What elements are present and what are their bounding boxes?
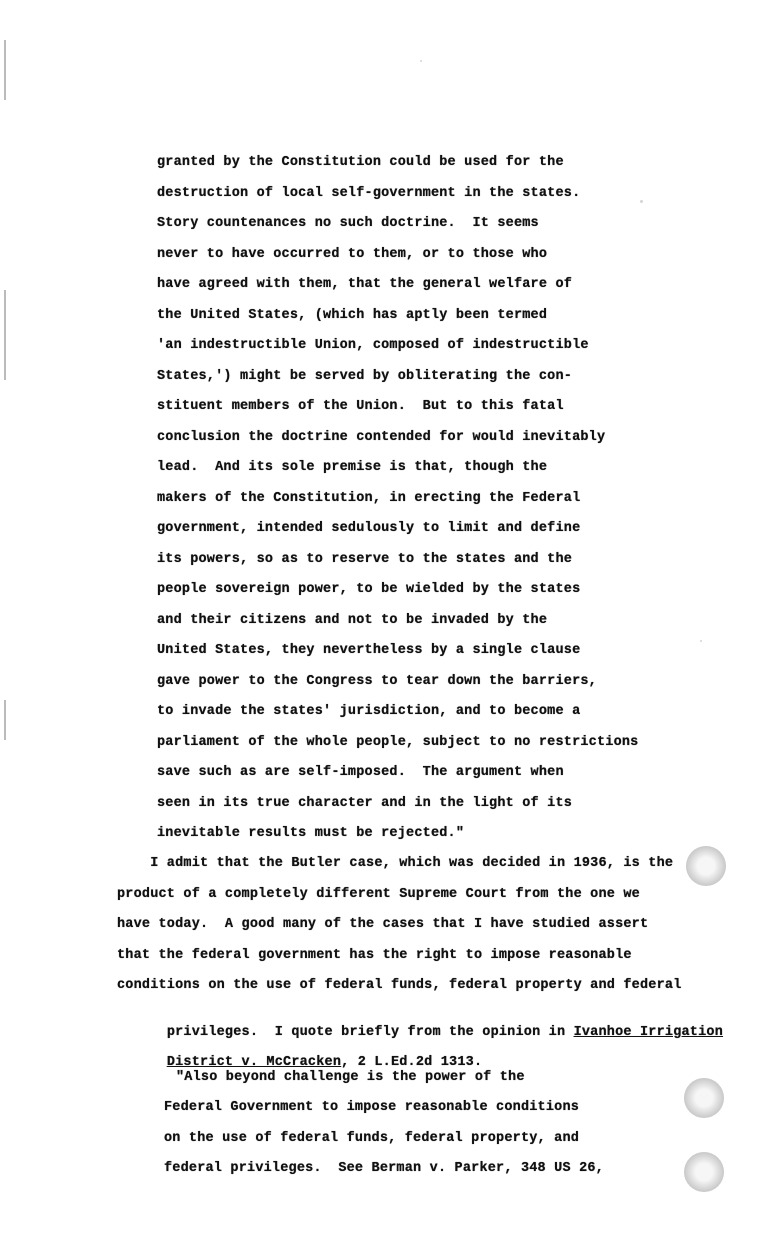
scan-speck (420, 60, 422, 62)
text-line: granted by the Constitution could be used for the (157, 155, 564, 170)
text-line: I admit that the Butler case, which was decided in 1936, is the (117, 856, 674, 871)
text-line: have today. A good many of the cases that I have studied assert (117, 917, 649, 932)
text-line: save such as are self-imposed. The argument when (157, 765, 564, 780)
text-line: to invade the states' jurisdiction, and to become a (157, 704, 581, 719)
text-line: parliament of the whole people, subject to no restrictions (157, 735, 639, 750)
text-line: stituent members of the Union. But to this fatal (157, 399, 564, 414)
text-line: product of a completely different Supreme Court from the one we (117, 887, 640, 902)
text-line: federal privileges. See Berman v. Parker, 348 US 26, (164, 1161, 604, 1176)
binding-edge-mark (4, 40, 6, 100)
punch-hole (684, 1152, 724, 1192)
scan-speck (640, 200, 643, 203)
text-line: its powers, so as to reserve to the states and the (157, 552, 573, 567)
text-line: Federal Government to impose reasonable conditions (164, 1100, 580, 1115)
text-line: gave power to the Congress to tear down the barriers, (157, 674, 597, 689)
text-line: that the federal government has the right to impose reasonable (117, 948, 632, 963)
text-line: destruction of local self-government in the states. (157, 186, 581, 201)
text-line: United States, they nevertheless by a single clause (157, 643, 581, 658)
text-line: people sovereign power, to be wielded by the states (157, 582, 581, 597)
text-line: inevitable results must be rejected." (157, 826, 465, 841)
text-line: government, intended sedulously to limit and define (157, 521, 581, 536)
text-line: the United States, (which has aptly been termed (157, 308, 548, 323)
text-line: conclusion the doctrine contended for would inevitably (157, 430, 606, 445)
text-line: lead. And its sole premise is that, though the (157, 460, 548, 475)
text-line: makers of the Constitution, in erecting the Federal (157, 491, 581, 506)
text-line: 'an indestructible Union, composed of indestructible (157, 338, 589, 353)
binding-edge-mark (4, 290, 6, 380)
punch-hole (686, 846, 726, 886)
punch-hole (684, 1078, 724, 1118)
citation: , 2 L.Ed.2d 1313. (341, 1055, 483, 1070)
text-line: seen in its true character and in the light of its (157, 796, 573, 811)
text-segment: privileges. I quote briefly from the opinion in (166, 1025, 574, 1040)
text-line: never to have occurred to them, or to those who (157, 247, 548, 262)
case-name: Ivanhoe Irrigation (573, 1025, 724, 1040)
text-line: conditions on the use of federal funds, federal property and federal (117, 978, 682, 993)
text-line: "Also beyond challenge is the power of the (176, 1070, 525, 1085)
text-line: have agreed with them, that the general welfare of (157, 277, 573, 292)
text-line: and their citizens and not to be invaded by the (157, 613, 548, 628)
binding-edge-mark (4, 700, 6, 740)
text-line: States,') might be served by obliterating the con- (157, 369, 573, 384)
case-name: District v. McCracken (166, 1055, 342, 1070)
scan-speck (700, 640, 702, 642)
text-line: on the use of federal funds, federal property, and (164, 1131, 580, 1146)
text-line: Story countenances no such doctrine. It seems (157, 216, 539, 231)
